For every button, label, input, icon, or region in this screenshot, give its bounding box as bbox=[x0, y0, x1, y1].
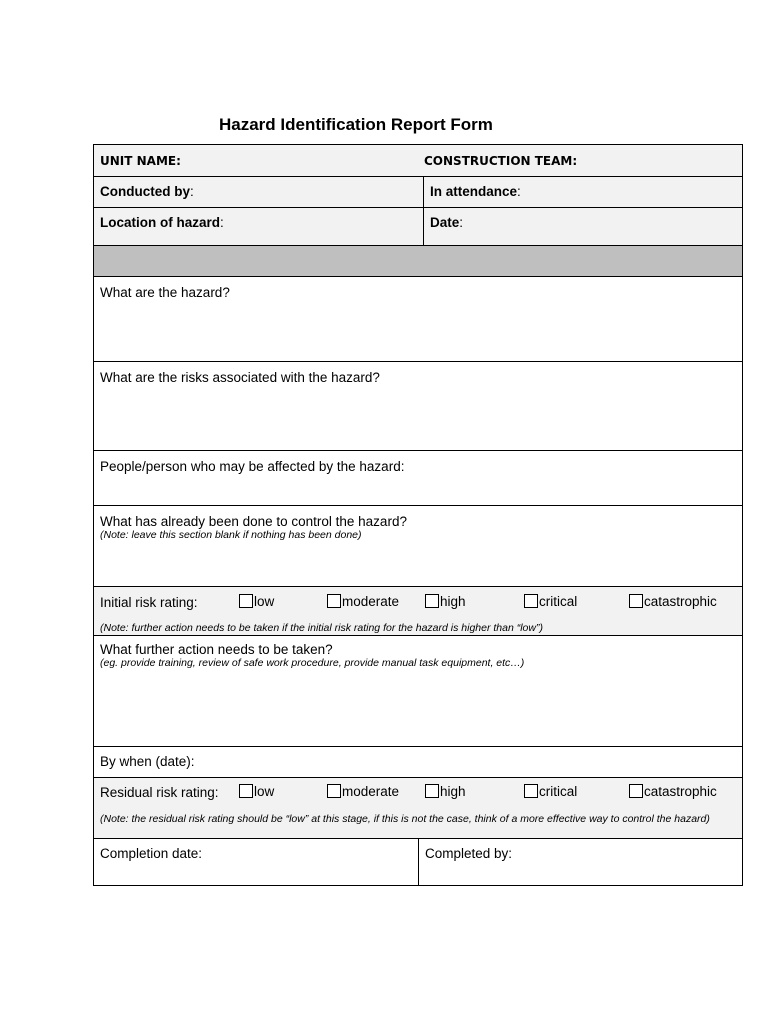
initial-rating-label: Initial risk rating: bbox=[100, 595, 198, 610]
location-label: Location of hazard bbox=[100, 215, 221, 230]
date-field[interactable]: Date: bbox=[423, 208, 742, 245]
controls-field[interactable] bbox=[94, 506, 742, 587]
hazard-question: What are the hazard? bbox=[100, 285, 230, 300]
initial-rating-note: (Note: further action needs to be taken if the initial risk rating for the hazard is higher than “low”) bbox=[100, 622, 543, 634]
initial-option-high[interactable]: high bbox=[425, 594, 466, 609]
further-action-question: What further action needs to be taken? bbox=[100, 642, 333, 657]
residual-rating-note: (Note: the residual risk rating should be “low” at this stage, if this is not the case, think of a more effective way to control the hazard) bbox=[100, 813, 710, 825]
in-attendance-label: In attendance bbox=[430, 184, 518, 199]
completion-date-label: Completion date: bbox=[100, 846, 203, 861]
residual-option-moderate[interactable]: moderate bbox=[327, 784, 399, 799]
initial-option-low[interactable]: low bbox=[239, 594, 274, 609]
unit-row bbox=[94, 145, 742, 177]
checkbox[interactable] bbox=[239, 594, 253, 608]
location-row bbox=[94, 208, 742, 246]
hazard-form bbox=[93, 144, 743, 886]
checkbox[interactable] bbox=[327, 594, 341, 608]
checkbox[interactable] bbox=[425, 594, 439, 608]
further-action-note: (eg. provide training, review of safe work procedure, provide manual task equipment, etc…) bbox=[100, 657, 525, 669]
form-title: Hazard Identification Report Form bbox=[219, 115, 493, 134]
unit-name-label: UNIT NAME: bbox=[100, 154, 181, 168]
completion-date-field[interactable] bbox=[94, 839, 418, 885]
residual-option-low[interactable]: low bbox=[239, 784, 274, 799]
checkbox[interactable] bbox=[629, 594, 643, 608]
checkbox[interactable] bbox=[629, 784, 643, 798]
further-action-field[interactable] bbox=[94, 636, 742, 747]
location-field[interactable]: Location of hazard: bbox=[100, 215, 224, 230]
section-divider bbox=[94, 246, 742, 277]
initial-option-moderate[interactable]: moderate bbox=[327, 594, 399, 609]
initial-option-catastrophic[interactable]: catastrophic bbox=[629, 594, 717, 609]
conducted-by-label: Conducted by bbox=[100, 184, 190, 199]
completed-by-field[interactable] bbox=[418, 839, 742, 885]
checkbox[interactable] bbox=[524, 594, 538, 608]
completed-by-label: Completed by: bbox=[425, 846, 513, 861]
controls-note: (Note: leave this section blank if nothing has been done) bbox=[100, 529, 362, 541]
completion-row bbox=[94, 839, 742, 885]
conducted-row bbox=[94, 177, 742, 208]
by-when-label: By when (date): bbox=[100, 754, 195, 769]
by-when-field[interactable] bbox=[94, 747, 742, 778]
residual-option-high[interactable]: high bbox=[425, 784, 466, 799]
people-question: People/person who may be affected by the hazard: bbox=[100, 459, 405, 474]
construction-team-label: CONSTRUCTION TEAM: bbox=[424, 154, 578, 168]
checkbox[interactable] bbox=[239, 784, 253, 798]
checkbox[interactable] bbox=[327, 784, 341, 798]
residual-rating-label: Residual risk rating: bbox=[100, 785, 219, 800]
residual-option-critical[interactable]: critical bbox=[524, 784, 577, 799]
people-field[interactable] bbox=[94, 451, 742, 506]
risks-field[interactable] bbox=[94, 362, 742, 451]
controls-question: What has already been done to control the hazard? bbox=[100, 514, 407, 529]
initial-option-critical[interactable]: critical bbox=[524, 594, 577, 609]
residual-option-catastrophic[interactable]: catastrophic bbox=[629, 784, 717, 799]
residual-rating-row bbox=[94, 778, 742, 839]
risks-question: What are the risks associated with the hazard? bbox=[100, 370, 380, 385]
hazard-field[interactable] bbox=[94, 277, 742, 362]
checkbox[interactable] bbox=[524, 784, 538, 798]
conducted-by-field[interactable]: Conducted by: bbox=[100, 184, 194, 199]
checkbox[interactable] bbox=[425, 784, 439, 798]
initial-rating-row bbox=[94, 587, 742, 636]
in-attendance-field[interactable]: In attendance: bbox=[423, 177, 742, 207]
date-label: Date bbox=[430, 215, 460, 230]
